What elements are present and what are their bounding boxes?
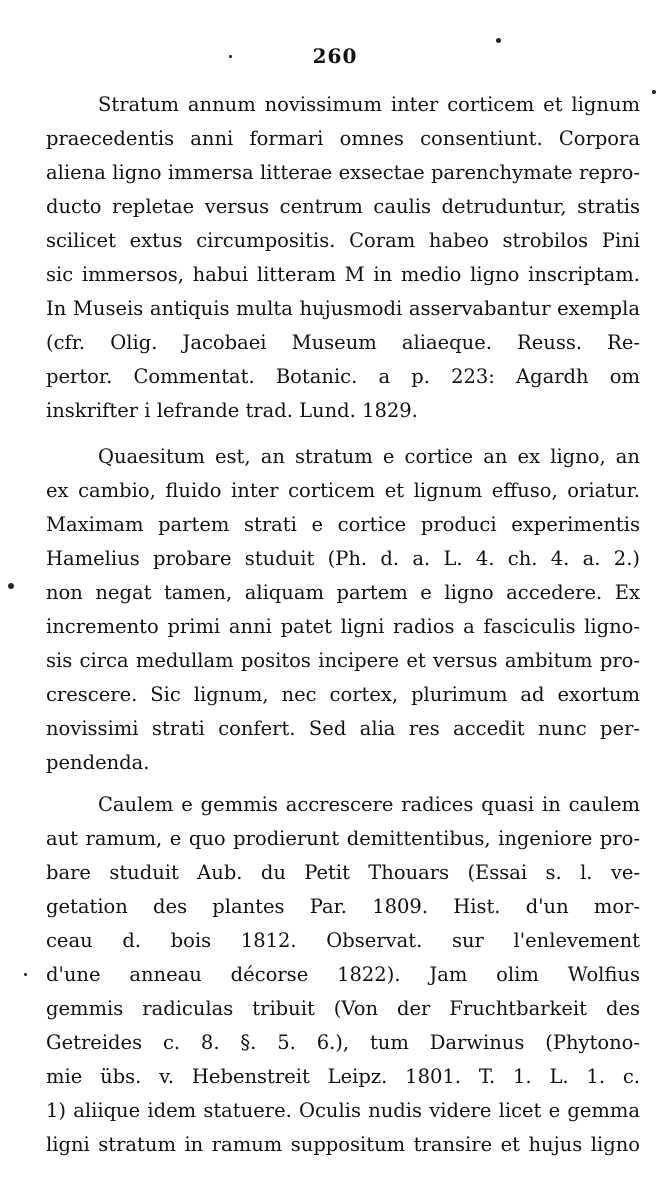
text-line: pendenda. — [46, 751, 150, 774]
text-line: crescere. Sic lignum, nec cortex, plurimum ad exortum — [46, 683, 640, 706]
text-line: aliena ligno immersa litterae exsectae parenchymate repro- — [46, 161, 640, 184]
scan-speck — [652, 90, 656, 94]
scan-speck — [496, 38, 501, 43]
text-line: incremento primi anni patet ligni radios a fasciculis ligno- — [46, 615, 640, 638]
text-line: mie übs. v. Hebenstreit Leipz. 1801. T. 1. L. 1. c. — [46, 1065, 640, 1088]
page-number: 260 — [312, 44, 358, 68]
text-line: gemmis radiculas tribuit (Von der Fruchtbarkeit des — [46, 997, 640, 1020]
text-line: sis circa medullam positos incipere et versus ambitum pro- — [46, 649, 640, 672]
text-line: novissimi strati confert. Sed alia res accedit nunc per- — [46, 717, 640, 740]
text-line: Caulem e gemmis accrescere radices quasi in caulem — [98, 793, 640, 816]
paragraph-1 — [46, 88, 640, 428]
scan-speck — [24, 973, 27, 976]
text-line: (cfr. Olig. Jacobaei Museum aliaeque. Reuss. Re- — [46, 331, 640, 354]
text-line: 1) aliique idem statuere. Oculis nudis videre licet e gemma — [46, 1099, 640, 1122]
text-line: Getreides c. 8. §. 5. 6.), tum Darwinus (Phytono- — [46, 1031, 640, 1054]
text-line: praecedentis anni formari omnes consentiunt. Corpora — [46, 127, 640, 150]
paragraph-2 — [46, 440, 640, 780]
text-line: d'une anneau décorse 1822). Jam olim Wolfius — [46, 963, 640, 986]
scan-speck — [8, 583, 14, 589]
text-line: ceau d. bois 1812. Observat. sur l'enlevement — [46, 929, 640, 952]
text-line: inskrifter i lefrande trad. Lund. 1829. — [46, 399, 418, 422]
text-line: Maximam partem strati e cortice produci experimentis — [46, 513, 640, 536]
text-line: pertor. Commentat. Botanic. a p. 223: Agardh om — [46, 365, 640, 388]
text-line: Quaesitum est, an stratum e cortice an ex ligno, an — [98, 445, 640, 468]
text-line: scilicet extus circumpositis. Coram habeo strobilos Pini — [46, 229, 640, 252]
text-line: ex cambio, fluido inter corticem et lignum effuso, oriatur. — [46, 479, 640, 502]
text-line: aut ramum, e quo prodierunt demittentibus, ingeniore pro- — [46, 827, 640, 850]
text-line: ligni stratum in ramum suppositum transire et hujus ligno — [46, 1133, 640, 1156]
text-line: Hamelius probare studuit (Ph. d. a. L. 4. ch. 4. a. 2.) — [46, 547, 640, 570]
text-line: sic immersos, habui litteram M in medio ligno inscriptam. — [46, 263, 640, 286]
text-line: ducto repletae versus centrum caulis detruduntur, stratis — [46, 195, 640, 218]
text-line: bare studuit Aub. du Petit Thouars (Essai s. l. ve- — [46, 861, 640, 884]
text-line: Stratum annum novissimum inter corticem et lignum — [98, 93, 640, 116]
paragraph-3 — [46, 788, 640, 1162]
text-line: non negat tamen, aliquam partem e ligno accedere. Ex — [46, 581, 640, 604]
text-line: getation des plantes Par. 1809. Hist. d'un mor- — [46, 895, 640, 918]
scan-speck — [229, 55, 232, 58]
text-line: In Museis antiquis multa hujusmodi asservabantur exempla — [46, 297, 640, 320]
